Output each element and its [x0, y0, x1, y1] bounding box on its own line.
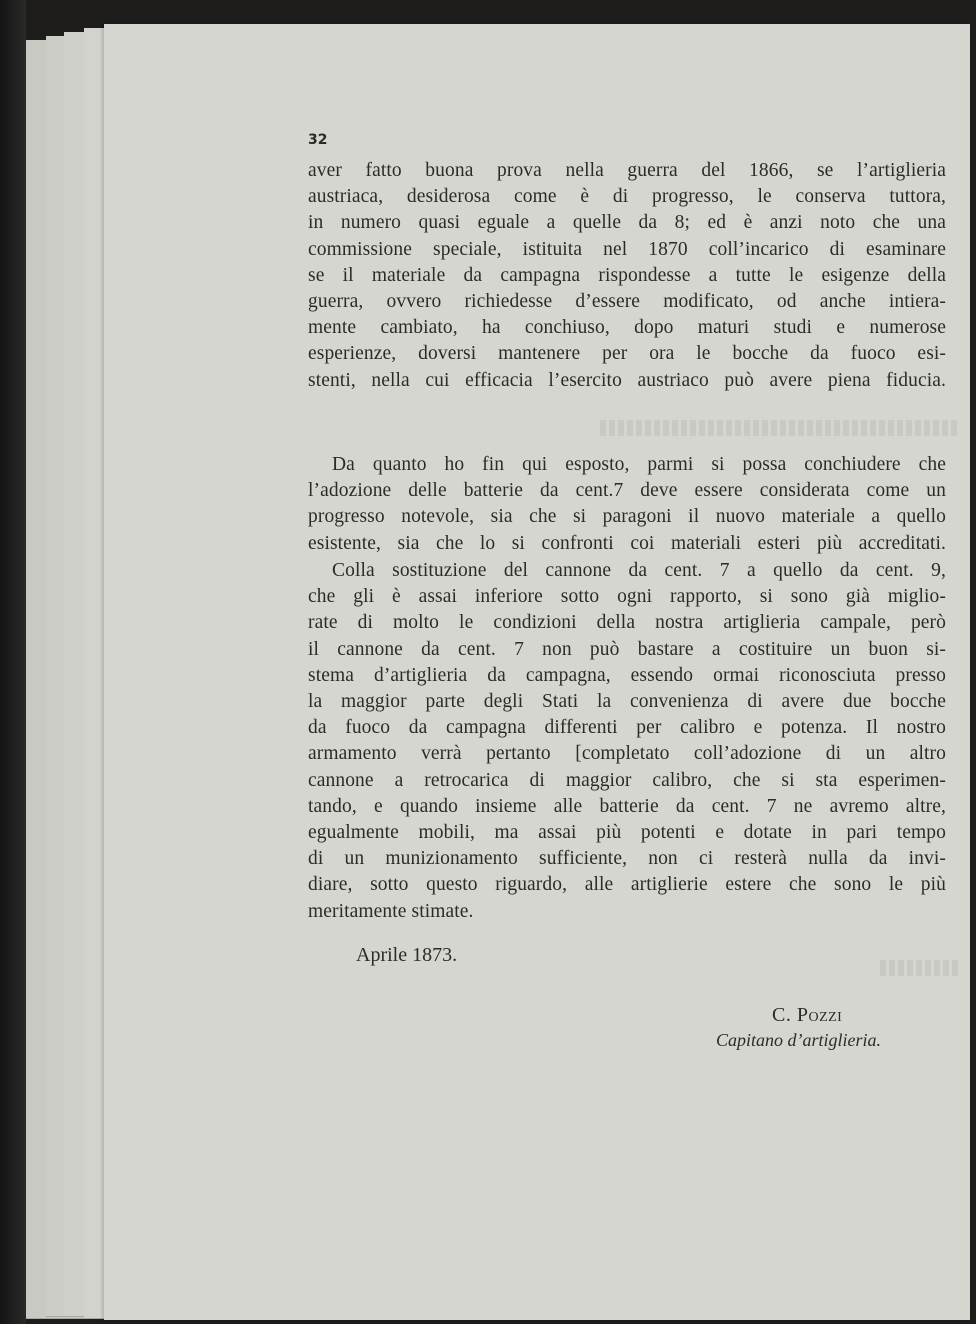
text-line: stenti, nella cui efficacia l’esercito austriaco può avere piena fiducia.	[308, 369, 946, 391]
text-line: se il materiale da campagna rispondesse a tutte le esigenze della	[308, 264, 946, 286]
text-line: di un munizionamento sufficiente, non ci resterà nulla da invi-	[308, 848, 946, 870]
text-line: Colla sostituzione del cannone da cent. 7 a quello da cent. 9,	[332, 560, 946, 581]
text-line: esistente, sia che lo si confronti coi materiali esteri più accreditati.	[308, 532, 946, 554]
paragraph	[308, 158, 946, 394]
text-line: guerra, ovvero richiedesse d’essere modificato, od anche intiera-	[308, 291, 946, 313]
signature-name: C. Pozzi	[772, 1004, 843, 1026]
text-line: in numero quasi eguale a quelle da 8; ed è anzi noto che una	[308, 212, 946, 234]
text-line: aver fatto buona prova nella guerra del 1866, se l’artiglieria	[308, 160, 946, 181]
text-line: l’adozione delle batterie da cent.7 deve essere considerata come un	[308, 480, 946, 502]
text-line: progresso notevole, sia che si paragoni il nuovo materiale a quello	[308, 506, 946, 528]
text-line: armamento verrà pertanto [completato coll’adozione di un altro	[308, 743, 946, 765]
text-line: commissione speciale, istituita nel 1870 coll’incarico di esaminare	[308, 238, 946, 260]
page-number: 32	[308, 132, 328, 148]
text-line: tando, e quando insieme alle batterie da cent. 7 ne avremo altre,	[308, 795, 946, 817]
text-line: che gli è assai inferiore sotto ogni rapporto, si sono già miglio-	[308, 586, 946, 608]
text-line: da fuoco da campagna differenti per calibro e potenza. Il nostro	[308, 717, 946, 739]
show-through	[880, 960, 960, 976]
paragraph	[308, 558, 946, 925]
text-line: rate di molto le condizioni della nostra artiglieria campale, però	[308, 612, 946, 634]
text-line: esperienze, doversi mantenere per ora le bocche da fuoco esi-	[308, 343, 946, 365]
paragraph	[308, 452, 946, 557]
signature-title: Capitano d’artiglieria.	[716, 1030, 882, 1050]
text-line: Da quanto ho fin qui esposto, parmi si possa conchiudere che	[332, 454, 946, 475]
text-line: stema d’artiglieria da campagna, essendo ormai riconosciuta presso	[308, 664, 946, 686]
text-line: diare, sotto questo riguardo, alle artiglierie estere che sono le più	[308, 874, 946, 896]
text-line: cannone a retrocarica di maggior calibro, che si sta esperimen-	[308, 769, 946, 791]
book-spine	[0, 0, 26, 1324]
text-line: austriaca, desiderosa come è di progresso, le conserva tuttora,	[308, 186, 946, 208]
text-line: la maggior parte degli Stati la convenienza di avere due bocche	[308, 691, 946, 713]
date-line: Aprile 1873.	[356, 944, 458, 966]
text-line: il cannone da cent. 7 non può bastare a costituire un buon si-	[308, 638, 946, 660]
text-line: mente cambiato, ha conchiuso, dopo maturi studi e numerose	[308, 317, 946, 339]
show-through	[600, 420, 960, 436]
text-line: egualmente mobili, ma assai più potenti e dotate in pari tempo	[308, 822, 946, 844]
text-line: meritamente stimate.	[308, 900, 474, 922]
